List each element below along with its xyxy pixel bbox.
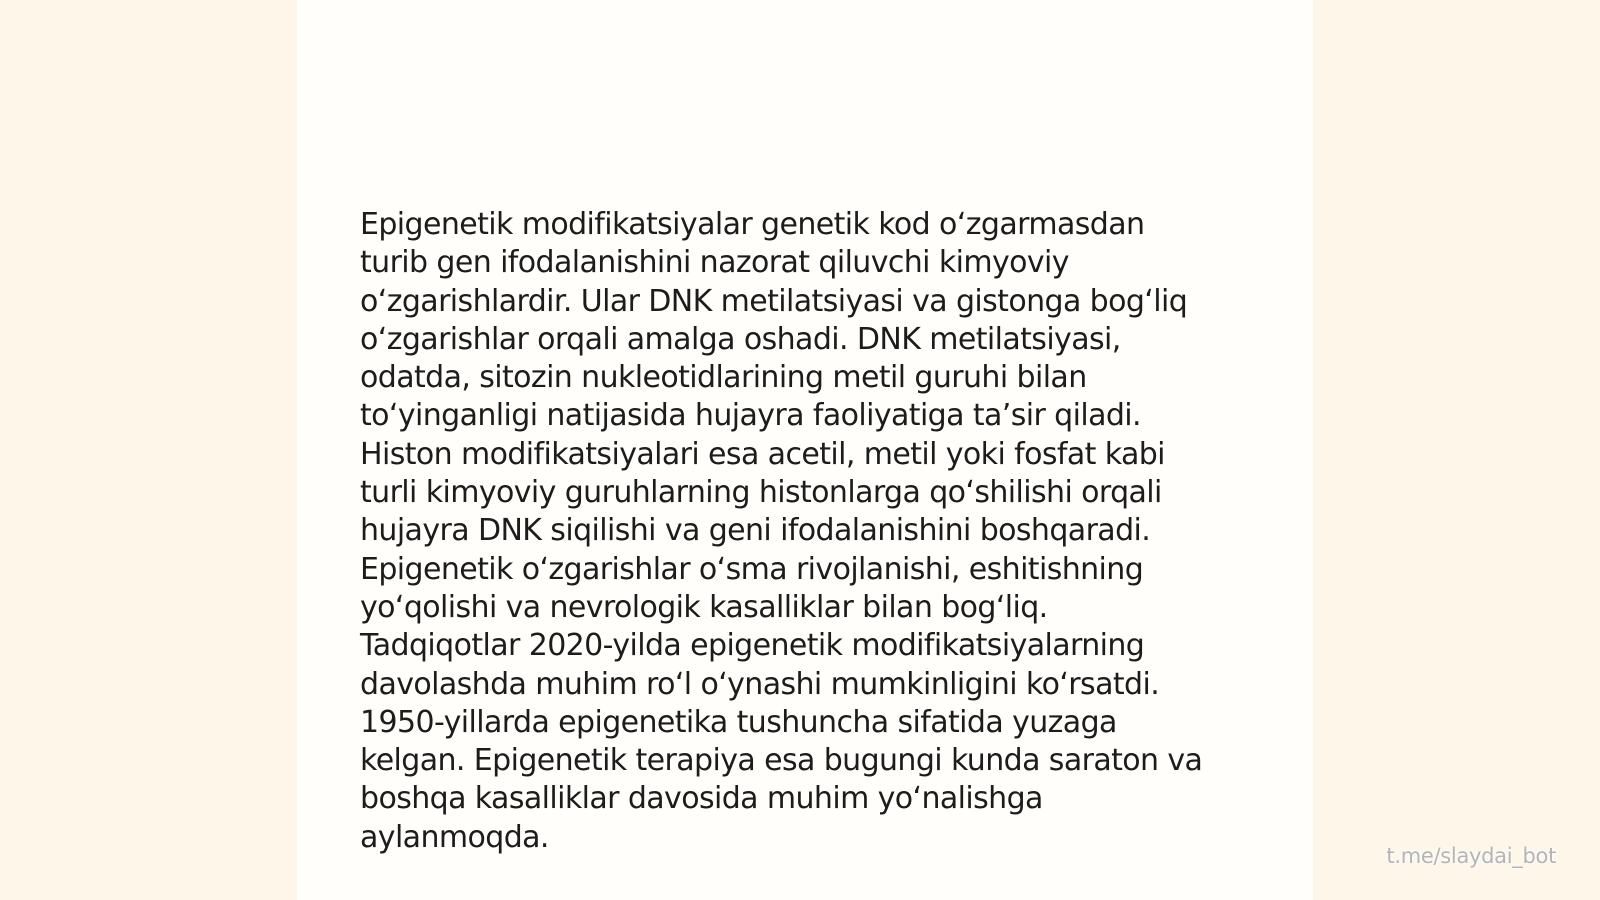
text-line: 1950-yillarda epigenetika tushuncha sifatida yuzaga xyxy=(360,704,1117,740)
text-line: hujayra DNK siqilishi va geni ifodalanishini boshqaradi. xyxy=(360,513,1151,549)
text-line: Epigenetik oʻzgarishlar oʻsma rivojlanishi, eshitishning xyxy=(360,551,1144,587)
text-line: yoʻqolishi va nevrologik kasalliklar bilan bogʻliq. xyxy=(360,589,1048,625)
text-line: turli kimyoviy guruhlarning histonlarga qoʻshilishi orqali xyxy=(360,475,1162,511)
watermark-text: t.me/slaydai_bot xyxy=(1386,844,1556,868)
text-line: turib gen ifodalanishini nazorat qiluvchi kimyoviy xyxy=(360,245,1069,281)
text-line: odatda, sitozin nukleotidlarining metil guruhi bilan xyxy=(360,360,1087,396)
text-line: Histon modifikatsiyalari esa acetil, metil yoki fosfat kabi xyxy=(360,436,1165,472)
text-line: davolashda muhim roʻl oʻynashi mumkinligini koʻrsatdi. xyxy=(360,666,1160,702)
text-line: boshqa kasalliklar davosida muhim yoʻnalishga xyxy=(360,781,1043,817)
text-line: Epigenetik modifikatsiyalar genetik kod oʻzgarmasdan xyxy=(360,207,1145,242)
text-line: oʻzgarishlardir. Ular DNK metilatsiyasi va gistonga bogʻliq xyxy=(360,283,1188,319)
text-line: aylanmoqda. xyxy=(360,819,549,855)
text-line: kelgan. Epigenetik terapiya esa bugungi kunda saraton va xyxy=(360,743,1203,779)
text-line: Tadqiqotlar 2020-yilda epigenetik modifikatsiyalarning xyxy=(360,628,1145,664)
slide-body-text xyxy=(360,206,1240,857)
text-line: oʻzgarishlar orqali amalga oshadi. DNK metilatsiyasi, xyxy=(360,321,1121,357)
text-line: toʻyinganligi natijasida hujayra faoliyatiga taʼsir qiladi. xyxy=(360,398,1141,434)
